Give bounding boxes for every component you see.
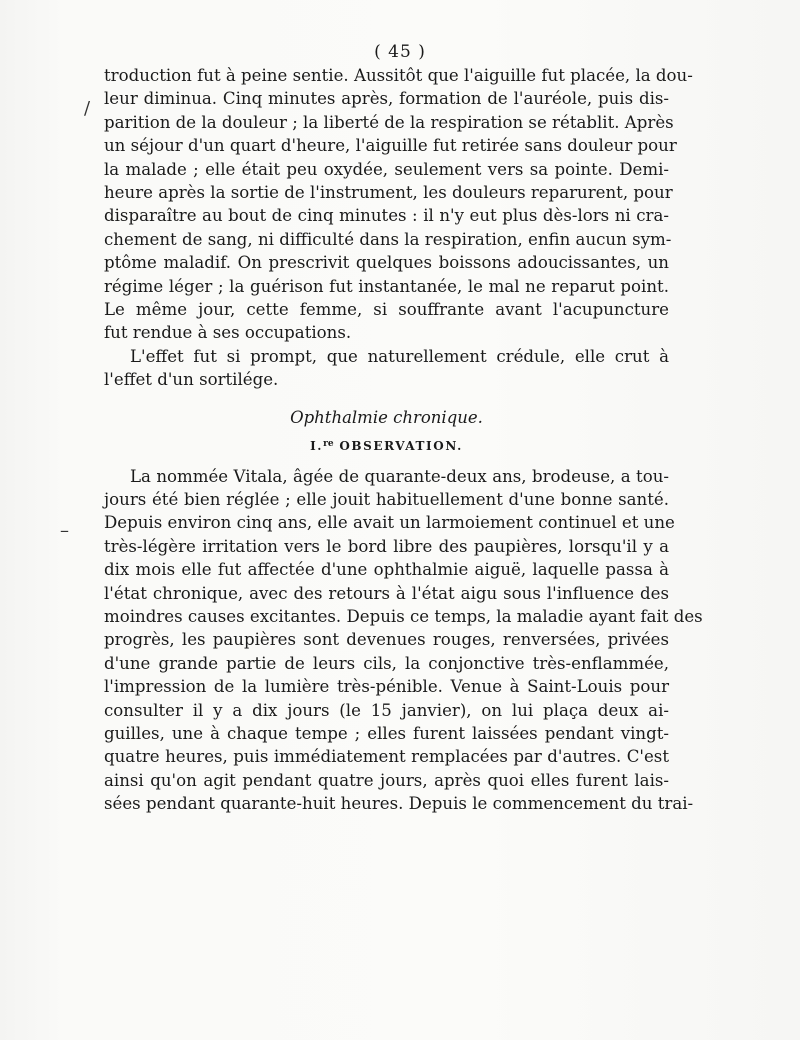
text-line: leur diminua. Cinq minutes après, formation de l'auréole, puis dis- (104, 89, 669, 109)
text-line: consulter il y a dix jours (le 15 janvier), on lui plaça deux ai- (104, 700, 669, 720)
text-line: jours été bien réglée ; elle jouit habituellement d'une bonne santé. (104, 489, 669, 509)
margin-mark-slash: / (84, 98, 91, 119)
text-line: troduction fut à peine sentie. Aussitôt que l'aiguille fut placée, la dou- (104, 66, 693, 85)
text-line: progrès, les paupières sont devenues rouges, renversées, privées (104, 630, 669, 650)
text-line: L'effet fut si prompt, que naturellement crédule, elle crut à (130, 346, 669, 366)
observation-number-sup: re (323, 439, 334, 450)
text-line: dix mois elle fut affectée d'une ophthalmie aiguë, laquelle passa à (104, 560, 669, 580)
text-line: sées pendant quarante-huit heures. Depuis le commencement du trai- (104, 794, 694, 814)
paragraph-sortilege (104, 345, 669, 392)
section-heading: Ophthalmie chronique. (290, 407, 483, 427)
text-line: Le même jour, cette femme, si souffrante avant l'acupuncture (104, 300, 669, 320)
text-line: parition de la douleur ; la liberté de la respiration se rétablit. Après (104, 112, 674, 132)
page-number: ( 45 ) (374, 42, 426, 62)
text-line: heure après la sortie de l'instrument, les douleurs reparurent, pour (104, 183, 673, 203)
text-line: guilles, une à chaque tempe ; elles furent laissées pendant vingt- (104, 723, 669, 743)
text-line: Depuis environ cinq ans, elle avait un larmoiement continuel et une (104, 513, 675, 533)
text-line: un séjour d'un quart d'heure, l'aiguille fut retirée sans douleur pour (104, 136, 677, 156)
text-line: fut rendue à ses occupations. (104, 323, 352, 343)
text-line: ainsi qu'on agit pendant quatre jours, après quoi elles furent lais- (104, 770, 669, 790)
page-body (104, 64, 703, 816)
observation-label (104, 433, 669, 458)
text-line: chement de sang, ni difficulté dans la respiration, enfin aucun sym- (104, 229, 672, 249)
margin-mark-dash: – (60, 520, 69, 541)
text-line: quatre heures, puis immédiatement remplacées par d'autres. C'est (104, 747, 669, 767)
text-line: La nommée Vitala, âgée de quarante-deux ans, brodeuse, a tou- (130, 466, 669, 486)
text-line: la malade ; elle était peu oxydée, seulement vers sa pointe. Demi- (104, 159, 669, 179)
text-line: moindres causes excitantes. Depuis ce temps, la maladie ayant fait des (104, 606, 703, 626)
text-line: régime léger ; la guérison fut instantanée, le mal ne reparut point. (104, 276, 669, 296)
text-line: l'état chronique, avec des retours à l'état aigu sous l'influence des (104, 583, 669, 603)
observation-text: OBSERVATION. (333, 439, 463, 454)
observation-number: I. (310, 439, 324, 454)
text-line: ptôme maladif. On prescrivit quelques boissons adoucissantes, un (104, 253, 669, 273)
paragraph-acupuncture-result (104, 64, 693, 345)
text-line: l'effet d'un sortilége. (104, 370, 279, 390)
paragraph-vitala-case (104, 465, 703, 816)
text-line: l'impression de la lumière très-pénible. Venue à Saint-Louis pour (104, 677, 669, 697)
text-line: très-légère irritation vers le bord libre des paupières, lorsqu'il y a (104, 536, 669, 556)
text-line: d'une grande partie de leurs cils, la conjonctive très-enflammée, (104, 653, 669, 673)
text-line: disparaître au bout de cinq minutes : il n'y eut plus dès-lors ni cra- (104, 206, 669, 226)
